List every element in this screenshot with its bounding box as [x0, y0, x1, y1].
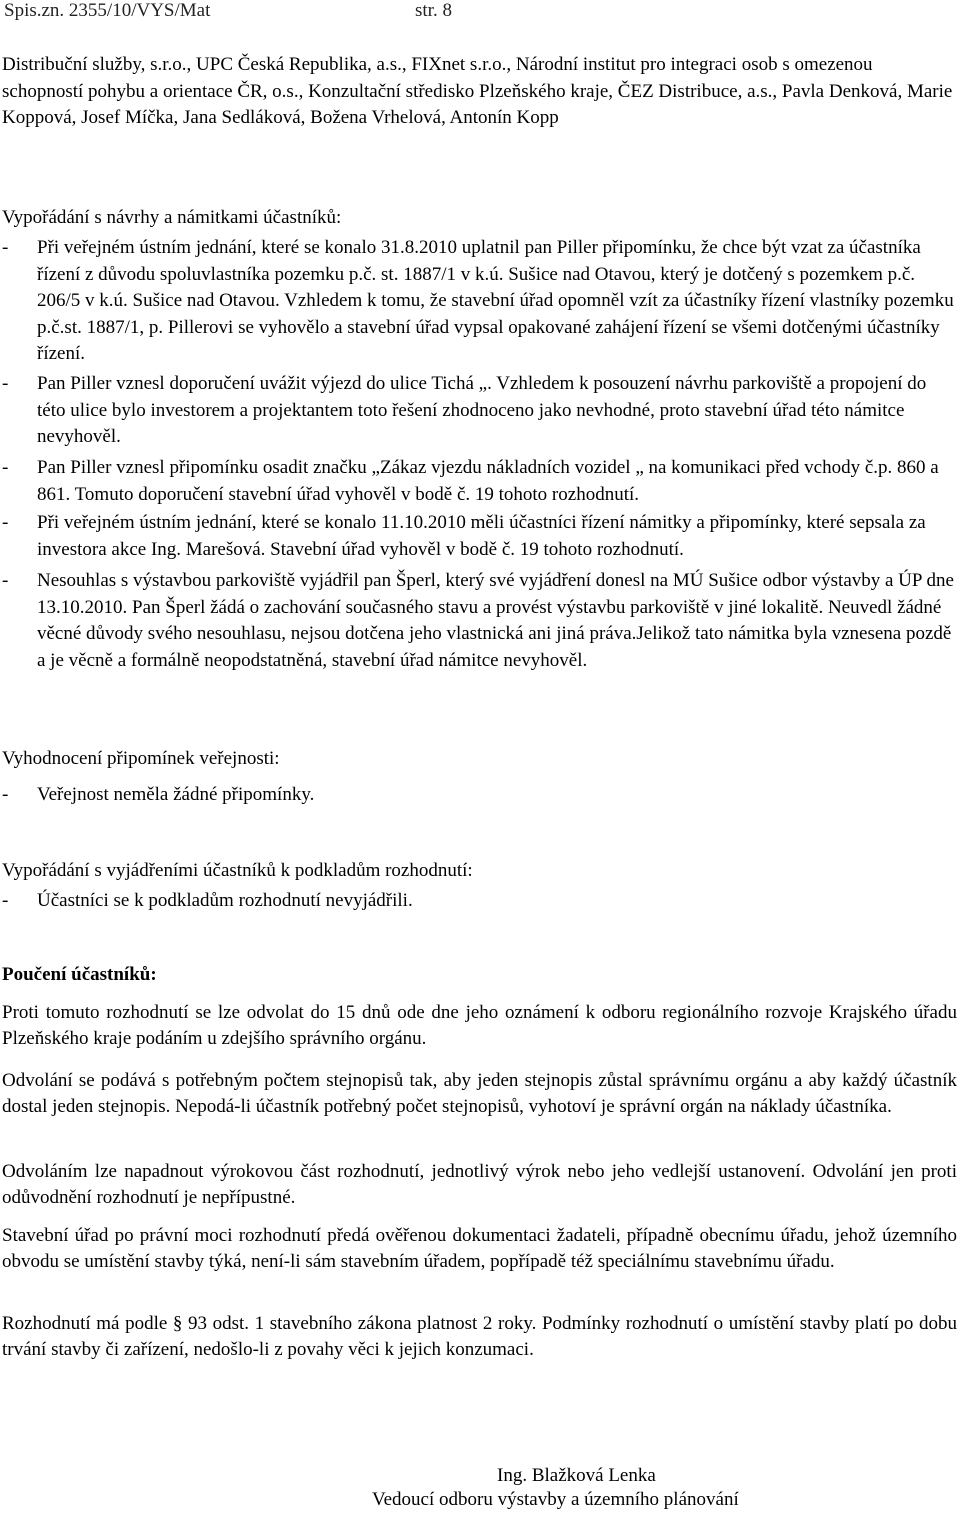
list-item — [2, 510, 957, 563]
list-item — [2, 235, 957, 368]
list-item — [2, 568, 957, 674]
list-item — [2, 888, 957, 915]
instruction-paragraph: Stavební úřad po právní moci rozhodnutí předá ověřenou dokumentaci žadateli, případně obecnímu úřadu, jehož územního obvodu se umístění stavby týká, není-li sám stavebním úřadem, popřípadě též speciálnímu stavebnímu úřadu. — [2, 1225, 957, 1272]
list-bullet: - — [2, 373, 9, 394]
public-heading: Vyhodnocení připomínek veřejnosti: — [2, 748, 280, 769]
list-item-text: Nesouhlas s výstavbou parkoviště vyjádřil pan Šperl, který své vyjádření donesl na MÚ Sušice odbor výstavby a ÚP dne 13.10.2010. Pan Šperl žádá o zachování současného stavu a provést výstavbu parkoviště v jiné lokalitě. Neuvedl žádné věcné důvody svého nesouhlasu, nejsou dotčena jeho vlastnická ani jiná práva.Jelikož tato námitka byla vznesena pozdě a je věcně a formálně neopodstatněná, stavební úřad námitce nevyhověl. — [37, 570, 954, 671]
list-item-text: Při veřejném ústním jednání, které se konalo 11.10.2010 měli účastníci řízení námitky a připomínky, které sepsala za investora akce Ing. Marešová. Stavební úřad vyhověl v bodě č. 19 tohoto rozhodnutí. — [37, 512, 926, 560]
statements-heading: Vypořádání s vyjádřeními účastníků k podkladům rozhodnutí: — [2, 860, 473, 881]
list-item — [2, 455, 957, 508]
list-bullet: - — [2, 512, 9, 533]
instruction-paragraph: Odvolání se podává s potřebným počtem stejnopisů tak, aby jeden stejnopis zůstal správnímu orgánu a aby každý účastník dostal jeden stejnopis. Nepodá-li účastník potřebný počet stejnopisů, vyhotoví je správní orgán na náklady účastníka. — [2, 1070, 957, 1117]
list-item — [2, 371, 957, 451]
list-bullet: - — [2, 457, 9, 478]
participants-list: Distribuční služby, s.r.o., UPC Česká Republika, a.s., FIXnet s.r.o., Národní institut pro integraci osob s omezenou schopností pohybu a orientace ČR, o.s., Konzultační středisko Plzeňského kraje, ČEZ Distribuce, a.s., Pavla Denková, Marie Koppová, Josef Míčka, Jana Sedláková, Božena Vrhelová, Antonín Kopp — [2, 54, 953, 128]
list-bullet: - — [2, 570, 9, 591]
list-item-text: Při veřejném ústním jednání, které se konalo 31.8.2010 uplatnil pan Piller připomínku, že chce být vzat za účastníka řízení z důvodu spoluvlastníka pozemku p.č. st. 1887/1 v k.ú. Sušice nad Otavou, který je dotčený s pozemkem p.č. 206/5 v k.ú. Sušice nad Otavou. Vzhledem k tomu, že stavební úřad opomněl vzít za účastníky řízení vlastníky pozemku p.č.st. 1887/1, p. Pillerovi se vyhovělo a stavební úřad vypsal opakované zahájení řízení se všemi dotčenými účastníky řízení. — [37, 237, 954, 364]
page-number: str. 8 — [415, 0, 452, 21]
instruction-paragraph: Odvoláním lze napadnout výrokovou část rozhodnutí, jednotlivý výrok nebo jeho vedlejší ustanovení. Odvolání jen proti odůvodnění rozhodnutí je nepřípustné. — [2, 1161, 957, 1208]
instruction-paragraph: Proti tomuto rozhodnutí se lze odvolat do 15 dnů ode dne jeho oznámení k odboru regionálního rozvoje Krajského úřadu Plzeňského kraje podáním u zdejšího správního orgánu. — [2, 1002, 957, 1049]
list-bullet: - — [2, 890, 9, 911]
signatory-title: Vedoucí odboru výstavby a územního plánování — [372, 1489, 739, 1510]
list-item-text: Účastníci se k podkladům rozhodnutí nevyjádřili. — [37, 890, 413, 911]
signatory-name: Ing. Blažková Lenka — [497, 1465, 656, 1486]
list-bullet: - — [2, 784, 9, 805]
instruction-paragraph: Rozhodnutí má podle § 93 odst. 1 stavebního zákona platnost 2 roky. Podmínky rozhodnutí o umístění stavby platí po dobu trvání stavby či zařízení, nedošlo-li z povahy věci k jejich konzumaci. — [2, 1313, 957, 1360]
list-item — [2, 782, 957, 809]
list-item-text: Pan Piller vznesl doporučení uvážit výjezd do ulice Tichá „. Vzhledem k posouzení návrhu parkoviště a propojení do této ulice bylo investorem a projektantem toto řešení zhodnoceno jako nevhodné, proto stavební úřad této námitce nevyhověl. — [37, 373, 927, 447]
list-bullet: - — [2, 237, 9, 258]
list-item-text: Veřejnost neměla žádné připomínky. — [37, 784, 315, 805]
file-reference: Spis.zn. 2355/10/VYS/Mat — [4, 0, 211, 21]
instruction-heading: Poučení účastníků: — [2, 964, 157, 985]
list-item-text: Pan Piller vznesl připomínku osadit značku „Zákaz vjezdu nákladních vozidel „ na komunikaci před vchody č.p. 860 a 861. Tomuto doporučení stavební úřad vyhověl v bodě č. 19 tohoto rozhodnutí. — [37, 457, 939, 505]
objections-heading: Vypořádání s návrhy a námitkami účastníků: — [2, 207, 342, 228]
